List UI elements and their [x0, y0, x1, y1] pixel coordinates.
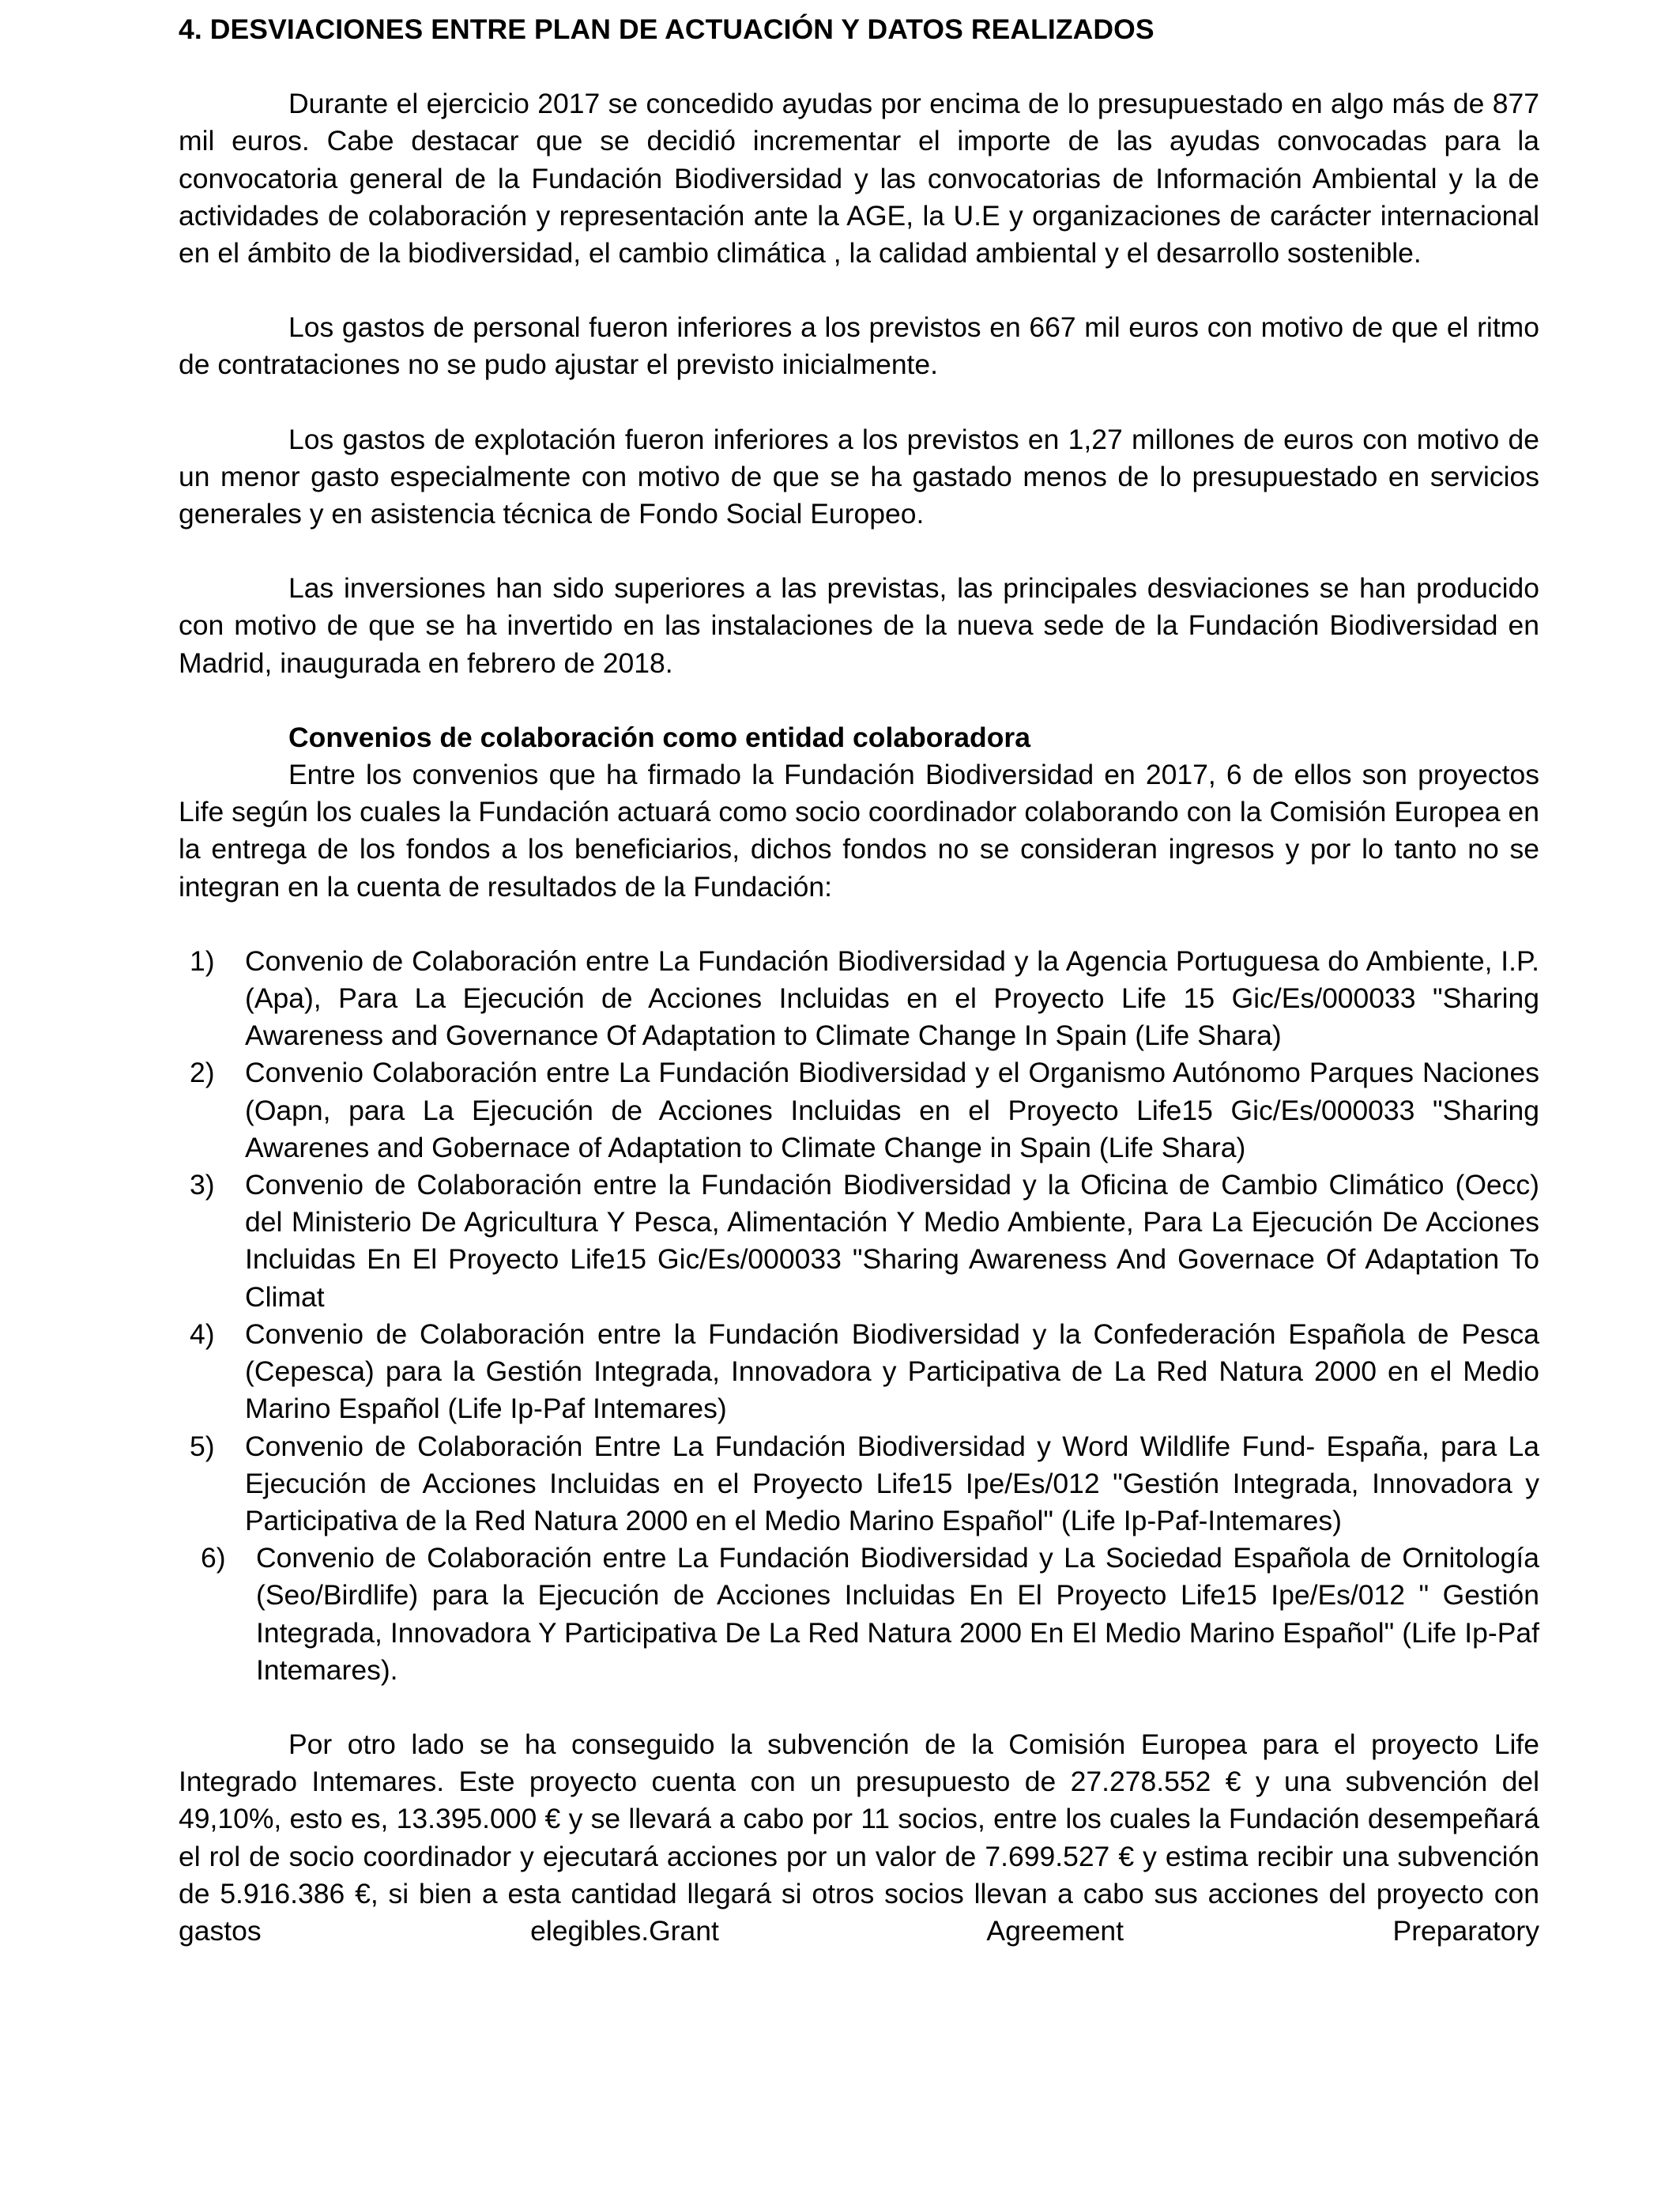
list-item: [179, 1540, 1539, 1689]
list-item-text: Convenio de Colaboración entre La Fundación Biodiversidad y la Agencia Portuguesa do Ambiente, I.P. (Apa), Para La Ejecución de Acciones Incluidas en el Proyecto Life 15 Gic/Es/000033 "Sharing Awareness and Governance Of Adaptation to Climate Change In Spain (Life Shara): [245, 944, 1539, 1052]
list-item-number: 6): [201, 1542, 226, 1574]
paragraph-inversiones: Las inversiones han sido superiores a las previstas, las principales desviaciones se han producido con motivo de que se ha invertido en las instalaciones de la nueva sede de la Fundación Biodiversidad en Madrid, inaugurada en febrero de 2018.: [179, 572, 1539, 679]
list-item-text: Convenio de Colaboración entre la Fundación Biodiversidad y la Oficina de Cambio Climático (Oecc) del Ministerio De Agricultura Y Pesca, Alimentación Y Medio Ambiente, Para La Ejecución De Acciones Incluidas En El Proyecto Life15 Gic/Es/000033 "Sharing Awareness And Governace Of Adaptation To Climat: [245, 1169, 1539, 1313]
convenios-intro: Entre los convenios que ha firmado la Fundación Biodiversidad en 2017, 6 de ellos son proyectos Life según los cuales la Fundación actuará como socio coordinador colaborando con la Comisión Europea en la entrega de los fondos a los beneficiarios, dichos fondos no se consideran ingresos y por lo tanto no se integran en la cuenta de resultados de la Fundación:: [179, 759, 1539, 903]
list-item-number: 2): [190, 1057, 215, 1089]
document-page: [179, 11, 1539, 1987]
list-item-text: Convenio de Colaboración entre La Fundación Biodiversidad y La Sociedad Española de Ornitología (Seo/Birdlife) para la Ejecución de Acciones Incluidas En El Proyecto Life15 Ipe/Es/012 " Gestión Integrada, Innovadora Y Participativa De La Red Natura 2000 En El Medio Marino Español" (Life Ip-Paf Intemares).: [256, 1542, 1539, 1686]
list-item: [179, 1054, 1539, 1167]
convenios-subheading: Convenios de colaboración como entidad colaboradora: [288, 721, 1030, 753]
list-item: [179, 1316, 1539, 1428]
list-item-text: Convenio de Colaboración Entre La Fundación Biodiversidad y Word Wildlife Fund- España, para La Ejecución de Acciones Incluidas en el Proyecto Life15 Ipe/Es/012 "Gestión Integrada, Innovadora y Participativa de la Red Natura 2000 en el Medio Marino Español" (Life Ip-Paf-Intemares): [245, 1430, 1539, 1536]
list-item-number: 4): [190, 1318, 215, 1350]
list-item-number: 5): [190, 1430, 215, 1462]
paragraph-ayudas: Durante el ejercicio 2017 se concedido ayudas por encima de lo presupuestado en algo más de 877 mil euros. Cabe destacar que se decidió incrementar el importe de las ayudas convocadas para la convocatoria general de la Fundación Biodiversidad y las convocatorias de Información Ambiental y la de actividades de colaboración y representación ante la AGE, la U.E y organizaciones de carácter internacional en el ámbito de la biodiversidad, el cambio climática , la calidad ambiental y el desarrollo sostenible.: [179, 88, 1539, 270]
list-item: [179, 1428, 1539, 1540]
paragraph-closing: Por otro lado se ha conseguido la subvención de la Comisión Europea para el proyecto Life Integrado Intemares. Este proyecto cuenta con un presupuesto de 27.278.552 € y una subvención del 49,10%, esto es, 13.395.000 € y se llevará a cabo por 11 socios, entre los cuales la Fundación desempeñará el rol de socio coordinador y ejecutará acciones por un valor de 7.699.527 € y estima recibir una subvención de 5.916.386 €, si bien a esta cantidad llegará si otros socios llevan a cabo sus acciones del proyecto con gastos elegibles.Grant Agreement Preparatory: [179, 1728, 1539, 1947]
section-heading: 4. DESVIACIONES ENTRE PLAN DE ACTUACIÓN Y DATOS REALIZADOS: [179, 13, 1155, 45]
convenios-list: [179, 943, 1539, 1689]
paragraph-gastos-personal: Los gastos de personal fueron inferiores a los previstos en 667 mil euros con motivo de que el ritmo de contrataciones no se pudo ajustar el previsto inicialmente.: [179, 311, 1539, 381]
list-item-number: 1): [190, 944, 215, 977]
list-item-number: 3): [190, 1169, 215, 1201]
list-item-text: Convenio Colaboración entre La Fundación Biodiversidad y el Organismo Autónomo Parques Naciones (Oapn, para La Ejecución de Acciones Incluidas en el Proyecto Life15 Gic/Es/000033 "Sharing Awarenes and Gobernace of Adaptation to Climate Change in Spain (Life Shara): [245, 1057, 1539, 1163]
list-item: [179, 1167, 1539, 1316]
list-item-text: Convenio de Colaboración entre la Fundación Biodiversidad y la Confederación Española de Pesca (Cepesca) para la Gestión Integrada, Innovadora y Participativa de La Red Natura 2000 en el Medio Marino Español (Life Ip-Paf Intemares): [245, 1318, 1539, 1425]
paragraph-gastos-explotacion: Los gastos de explotación fueron inferiores a los previstos en 1,27 millones de euros con motivo de un menor gasto especialmente con motivo de que se ha gastado menos de lo presupuestado en servicios generales y en asistencia técnica de Fondo Social Europeo.: [179, 423, 1539, 530]
list-item: [179, 943, 1539, 1055]
